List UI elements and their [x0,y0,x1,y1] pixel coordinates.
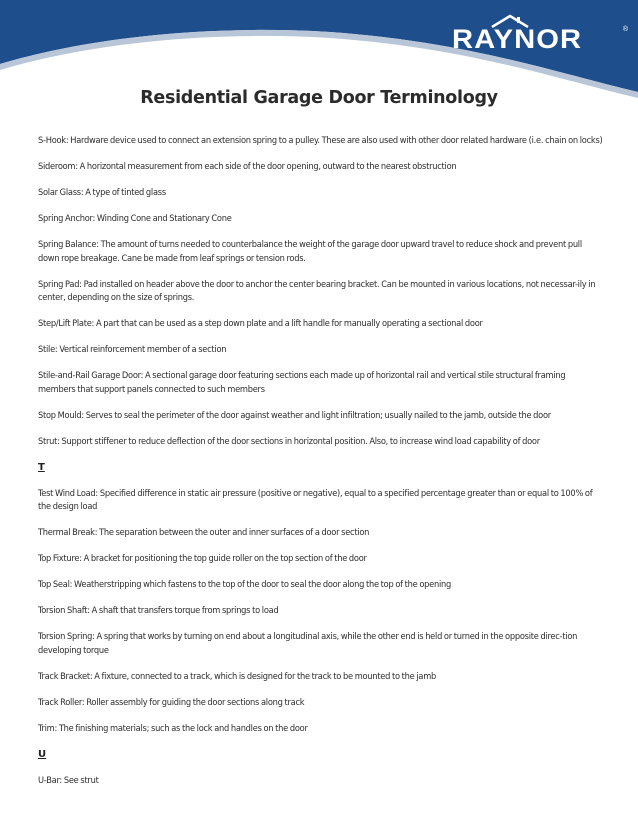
glossary-entry: Track Bracket: A fixture, connected to a track, which is designed for the track to be mounted to the jamb [38,670,436,682]
section-letter-t: T [38,461,45,473]
registered-mark: ® [622,26,628,33]
glossary-entry: Spring Balance: The amount of turns needed to counterbalance the weight of the garage door upward travel to reduce shock and prevent pull down rope breakage. Cane be made from leaf springs or tension rods. [38,239,582,264]
glossary-entry: Sideroom: A horizontal measurement from each side of the door opening, outward to the nearest obstruction [38,161,457,172]
glossary-entry: Torsion Spring: A spring that works by turning on end about a longitudinal axis, while the other end is held or turned in the opposite direc-tion developing torque [38,631,578,656]
glossary-entry: Stile: Vertical reinforcement member of a section [38,344,227,355]
glossary-entry: Step/Lift Plate: A part that can be used as a step down plate and a lift handle for manually operating a sectional door [38,318,483,329]
glossary-entry: Stile-and-Rail Garage Door: A sectional garage door featuring sections each made up of horizontal rail and vertical stile structural framing members that support panels connected to such members [38,370,566,395]
glossary [38,134,604,800]
glossary-entry: U-Bar: See strut [38,774,99,786]
section-letter-u: U [38,748,47,760]
glossary-entry: Spring Anchor: Winding Cone and Stationary Cone [38,213,232,224]
glossary-entry: Track Roller: Roller assembly for guiding the door sections along track [38,696,305,708]
glossary-entry: S-Hook: Hardware device used to connect an extension spring to a pulley. These are also used with other door related hardware (i.e. chain on locks) [38,135,603,146]
glossary-entry: Torsion Shaft: A shaft that transfers torque from springs to load [38,605,279,616]
glossary-entry: Strut: Support stiffener to reduce deflection of the door sections in horizontal position. Also, to increase wind load capability of door [38,435,540,447]
glossary-entry: Top Seal: Weatherstripping which fastens to the top of the door to seal the door along the top of the opening [38,579,452,590]
glossary-entry: Trim: The finishing materials; such as the lock and handles on the door [38,722,308,734]
glossary-entry: Spring Pad: Pad installed on header above the door to anchor the center bearing bracket. Can be mounted in various locations, not necessar-ily in center, depending on the size of springs. [38,278,596,303]
glossary-entry: Thermal Break: The separation between the outer and inner surfaces of a door section [38,527,370,538]
glossary-entry: Stop Mould: Serves to seal the perimeter of the door against weather and light infiltration; usually nailed to the jamb, outside the door [38,409,551,421]
raynor-logo [452,14,628,58]
glossary-entry: Solar Glass: A type of tinted glass [38,187,166,198]
glossary-entry: Test Wind Load: Specified difference in static air pressure (positive or negative), equal to a specified percentage greater than or equal to 100% of the design load [38,487,593,512]
page-title: Residential Garage Door Terminology [140,88,498,108]
logo-wordmark: RAYNOR [452,24,583,54]
glossary-entry: Top Fixture: A bracket for positioning the top guide roller on the top section of the door [38,553,367,564]
